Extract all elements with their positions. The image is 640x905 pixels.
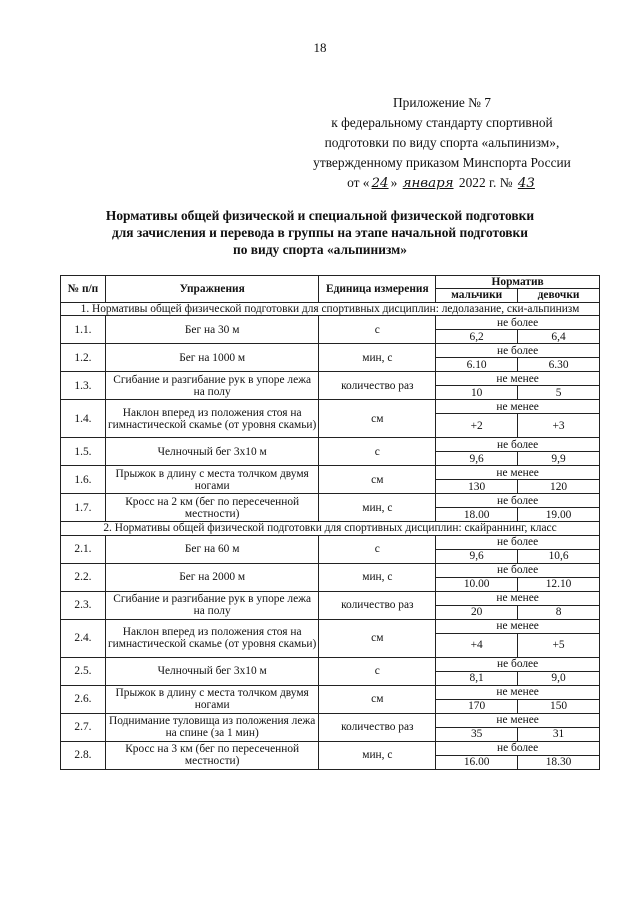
row-number: 2.2. <box>61 563 106 591</box>
row-boys-value: +4 <box>436 633 518 657</box>
row-exercise: Кросс на 3 км (бег по пересеченной местности) <box>105 741 319 769</box>
row-boys-value: 9,6 <box>436 549 518 563</box>
row-condition: не менее <box>436 591 600 605</box>
handwritten-month: января <box>402 176 454 191</box>
row-number: 1.6. <box>61 466 106 494</box>
row-unit: с <box>319 316 436 344</box>
handwritten-day: 24 <box>371 176 389 191</box>
row-condition: не более <box>436 535 600 549</box>
header-girls: девочки <box>518 289 600 302</box>
row-girls-value: 19.00 <box>518 508 600 522</box>
row-condition: не менее <box>436 685 600 699</box>
row-boys-value: 8,1 <box>436 671 518 685</box>
row-condition: не более <box>436 494 600 508</box>
table-row <box>61 741 600 755</box>
row-exercise: Наклон вперед из положения стоя на гимнастической скамье (от уровня скамьи) <box>105 619 319 657</box>
header-unit: Единица измерения <box>319 276 436 303</box>
row-boys-value: 130 <box>436 480 518 494</box>
row-exercise: Прыжок в длину с места толчком двумя ногами <box>105 685 319 713</box>
row-unit: см <box>319 685 436 713</box>
table-row <box>61 657 600 671</box>
row-number: 2.3. <box>61 591 106 619</box>
header-num: № п/п <box>61 276 106 303</box>
row-unit: мин, с <box>319 563 436 591</box>
section-header-row <box>61 522 600 535</box>
row-exercise: Кросс на 2 км (бег по пересеченной местности) <box>105 494 319 522</box>
row-girls-value: +3 <box>518 414 600 438</box>
page-number: 18 <box>313 40 327 55</box>
table-row <box>61 619 600 633</box>
row-condition: не более <box>436 563 600 577</box>
row-number: 1.3. <box>61 372 106 400</box>
row-unit: мин, с <box>319 494 436 522</box>
date-mid: » <box>390 175 398 190</box>
header-boys: мальчики <box>436 289 518 302</box>
appendix-line-3: подготовки по виду спорта «альпинизм», <box>324 135 560 150</box>
header-norm: Норматив <box>436 276 600 289</box>
row-number: 1.5. <box>61 438 106 466</box>
row-condition: не более <box>436 316 600 330</box>
row-exercise: Прыжок в длину с места толчком двумя ногами <box>105 466 319 494</box>
header-exercise: Упражнения <box>105 276 319 303</box>
row-unit: см <box>319 619 436 657</box>
norms-table <box>60 275 600 770</box>
table-row <box>61 535 600 549</box>
row-condition: не более <box>436 438 600 452</box>
row-condition: не менее <box>436 372 600 386</box>
row-boys-value: 20 <box>436 605 518 619</box>
row-boys-value: +2 <box>436 414 518 438</box>
date-prefix: от « <box>347 175 370 190</box>
document-title <box>0 207 640 258</box>
table-row <box>61 466 600 480</box>
table-row <box>61 563 600 577</box>
row-girls-value: 9,9 <box>518 452 600 466</box>
row-unit: количество раз <box>319 372 436 400</box>
row-unit: с <box>319 657 436 685</box>
appendix-line-4: утвержденному приказом Минспорта России <box>313 155 571 170</box>
table-row <box>61 591 600 605</box>
table-row <box>61 344 600 358</box>
appendix-block <box>292 93 592 194</box>
handwritten-order-number: 43 <box>517 176 535 191</box>
year-text: 2022 г. № <box>458 175 513 190</box>
row-boys-value: 18.00 <box>436 508 518 522</box>
row-girls-value: 5 <box>518 386 600 400</box>
row-number: 2.6. <box>61 685 106 713</box>
table-row <box>61 713 600 727</box>
row-girls-value: +5 <box>518 633 600 657</box>
table-row <box>61 494 600 508</box>
row-unit: с <box>319 535 436 563</box>
row-number: 1.1. <box>61 316 106 344</box>
title-line-3: по виду спорта «альпинизм» <box>233 242 407 257</box>
row-exercise: Поднимание туловища из положения лежа на спине (за 1 мин) <box>105 713 319 741</box>
row-condition: не более <box>436 657 600 671</box>
table-row <box>61 685 600 699</box>
row-condition: не более <box>436 344 600 358</box>
row-condition: не менее <box>436 400 600 414</box>
row-girls-value: 6.30 <box>518 358 600 372</box>
section-header-row <box>61 302 600 315</box>
row-boys-value: 10.00 <box>436 577 518 591</box>
row-boys-value: 10 <box>436 386 518 400</box>
row-unit: см <box>319 400 436 438</box>
row-number: 1.7. <box>61 494 106 522</box>
row-boys-value: 35 <box>436 727 518 741</box>
row-number: 2.7. <box>61 713 106 741</box>
row-boys-value: 170 <box>436 699 518 713</box>
row-exercise: Челночный бег 3х10 м <box>105 657 319 685</box>
appendix-line-1: Приложение № 7 <box>392 95 492 110</box>
row-number: 1.2. <box>61 344 106 372</box>
row-boys-value: 6.10 <box>436 358 518 372</box>
row-girls-value: 150 <box>518 699 600 713</box>
row-unit: см <box>319 466 436 494</box>
row-girls-value: 12.10 <box>518 577 600 591</box>
row-condition: не менее <box>436 713 600 727</box>
row-unit: количество раз <box>319 591 436 619</box>
row-girls-value: 6,4 <box>518 330 600 344</box>
appendix-date-line <box>292 173 592 194</box>
row-girls-value: 18.30 <box>518 755 600 769</box>
row-boys-value: 16.00 <box>436 755 518 769</box>
row-girls-value: 120 <box>518 480 600 494</box>
row-number: 2.4. <box>61 619 106 657</box>
table-header-row <box>61 276 600 289</box>
row-girls-value: 9,0 <box>518 671 600 685</box>
row-boys-value: 9,6 <box>436 452 518 466</box>
row-unit: мин, с <box>319 344 436 372</box>
table-row <box>61 316 600 330</box>
row-condition: не менее <box>436 466 600 480</box>
row-girls-value: 8 <box>518 605 600 619</box>
table-row <box>61 372 600 386</box>
row-girls-value: 31 <box>518 727 600 741</box>
row-unit: с <box>319 438 436 466</box>
row-number: 2.1. <box>61 535 106 563</box>
row-number: 2.8. <box>61 741 106 769</box>
table-row <box>61 438 600 452</box>
row-exercise: Бег на 60 м <box>105 535 319 563</box>
row-number: 2.5. <box>61 657 106 685</box>
row-unit: мин, с <box>319 741 436 769</box>
row-exercise: Сгибание и разгибание рук в упоре лежа на полу <box>105 591 319 619</box>
appendix-line-2: к федеральному стандарту спортивной <box>331 115 553 130</box>
section-title: 2. Нормативы общей физической подготовки для спортивных дисциплин: скайраннинг, класс <box>61 522 600 535</box>
row-unit: количество раз <box>319 713 436 741</box>
section-title: 1. Нормативы общей физической подготовки для спортивных дисциплин: ледолазание, ски-альпинизм <box>61 302 600 315</box>
row-exercise: Бег на 2000 м <box>105 563 319 591</box>
row-condition: не менее <box>436 619 600 633</box>
row-girls-value: 10,6 <box>518 549 600 563</box>
row-exercise: Сгибание и разгибание рук в упоре лежа на полу <box>105 372 319 400</box>
title-line-2: для зачисления и перевода в группы на этапе начальной подготовки <box>112 225 528 240</box>
row-number: 1.4. <box>61 400 106 438</box>
row-exercise: Бег на 30 м <box>105 316 319 344</box>
row-exercise: Бег на 1000 м <box>105 344 319 372</box>
title-line-1: Нормативы общей физической и специальной физической подготовки <box>105 208 535 223</box>
row-exercise: Наклон вперед из положения стоя на гимнастической скамье (от уровня скамьи) <box>105 400 319 438</box>
row-boys-value: 6,2 <box>436 330 518 344</box>
table-row <box>61 400 600 414</box>
row-exercise: Челночный бег 3х10 м <box>105 438 319 466</box>
row-condition: не более <box>436 741 600 755</box>
